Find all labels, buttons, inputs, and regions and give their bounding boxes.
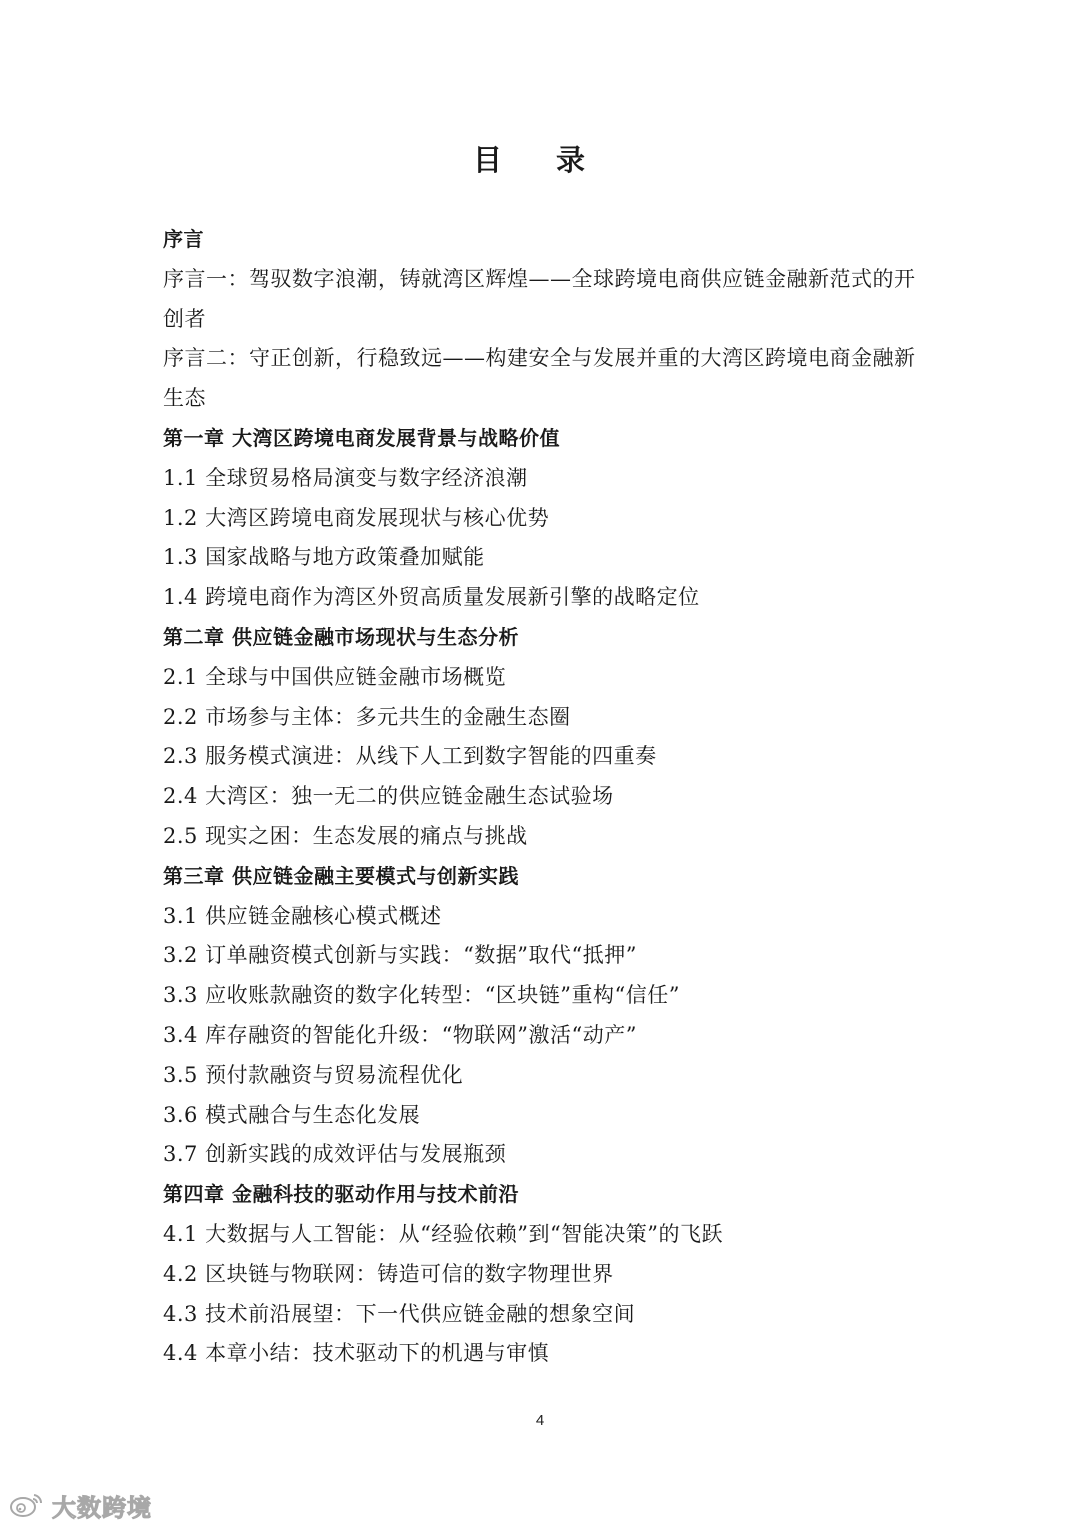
toc-item: 4.1 大数据与人工智能：从“经验依赖”到“智能决策”的飞跃	[163, 1221, 724, 1246]
weibo-logo-icon	[8, 1489, 48, 1523]
watermark-text: 大数跨境	[52, 1494, 152, 1522]
page-title: 目 录	[472, 143, 608, 177]
toc-heading: 序言	[163, 227, 204, 251]
toc-heading: 第一章 大湾区跨境电商发展背景与战略价值	[163, 425, 560, 450]
toc-item: 1.2 大湾区跨境电商发展现状与核心优势	[163, 505, 550, 530]
toc-item: 3.4 库存融资的智能化升级：“物联网”激活“动产”	[163, 1022, 638, 1047]
toc-item: 2.1 全球与中国供应链金融市场概览	[163, 664, 507, 689]
toc-item: 序言一：驾驭数字浪潮，铸就湾区辉煌——全球跨境电商供应链金融新范式的开创者	[163, 266, 916, 331]
toc-heading: 第四章 金融科技的驱动作用与技术前沿	[163, 1182, 519, 1207]
toc-item: 4.2 区块链与物联网：铸造可信的数字物理世界	[163, 1261, 614, 1286]
toc-item: 2.3 服务模式演进：从线下人工到数字智能的四重奏	[163, 744, 657, 769]
toc-item: 4.3 技术前沿展望：下一代供应链金融的想象空间	[163, 1301, 636, 1326]
toc-item: 序言二：守正创新，行稳致远——构建安全与发展并重的大湾区跨境电商金融新生态	[163, 346, 916, 411]
toc-heading: 第三章 供应链金融主要模式与创新实践	[163, 863, 519, 888]
watermark	[8, 1488, 152, 1523]
toc-heading: 第二章 供应链金融市场现状与生态分析	[163, 624, 519, 649]
toc-item: 4.4 本章小结：技术驱动下的机遇与审慎	[163, 1341, 550, 1366]
toc-item: 1.1 全球贸易格局演变与数字经济浪潮	[163, 465, 528, 490]
toc-item: 2.4 大湾区：独一无二的供应链金融生态试验场	[163, 784, 614, 809]
toc-item: 3.6 模式融合与生态化发展	[163, 1102, 421, 1127]
table-of-contents	[163, 220, 923, 1374]
toc-item: 1.4 跨境电商作为湾区外贸高质量发展新引擎的战略定位	[163, 585, 700, 610]
toc-item: 3.3 应收账款融资的数字化转型：“区块链”重构“信任”	[163, 983, 681, 1008]
toc-item: 3.5 预付款融资与贸易流程优化	[163, 1062, 464, 1087]
toc-item: 3.7 创新实践的成效评估与发展瓶颈	[163, 1142, 507, 1167]
toc-item: 1.3 国家战略与地方政策叠加赋能	[163, 545, 485, 570]
toc-item: 2.5 现实之困：生态发展的痛点与挑战	[163, 823, 528, 848]
toc-item: 2.2 市场参与主体：多元共生的金融生态圈	[163, 704, 571, 729]
toc-item: 3.2 订单融资模式创新与实践：“数据”取代“抵押”	[163, 943, 638, 968]
page-number: 4	[535, 1412, 545, 1429]
toc-item: 3.1 供应链金融核心模式概述	[163, 903, 442, 928]
